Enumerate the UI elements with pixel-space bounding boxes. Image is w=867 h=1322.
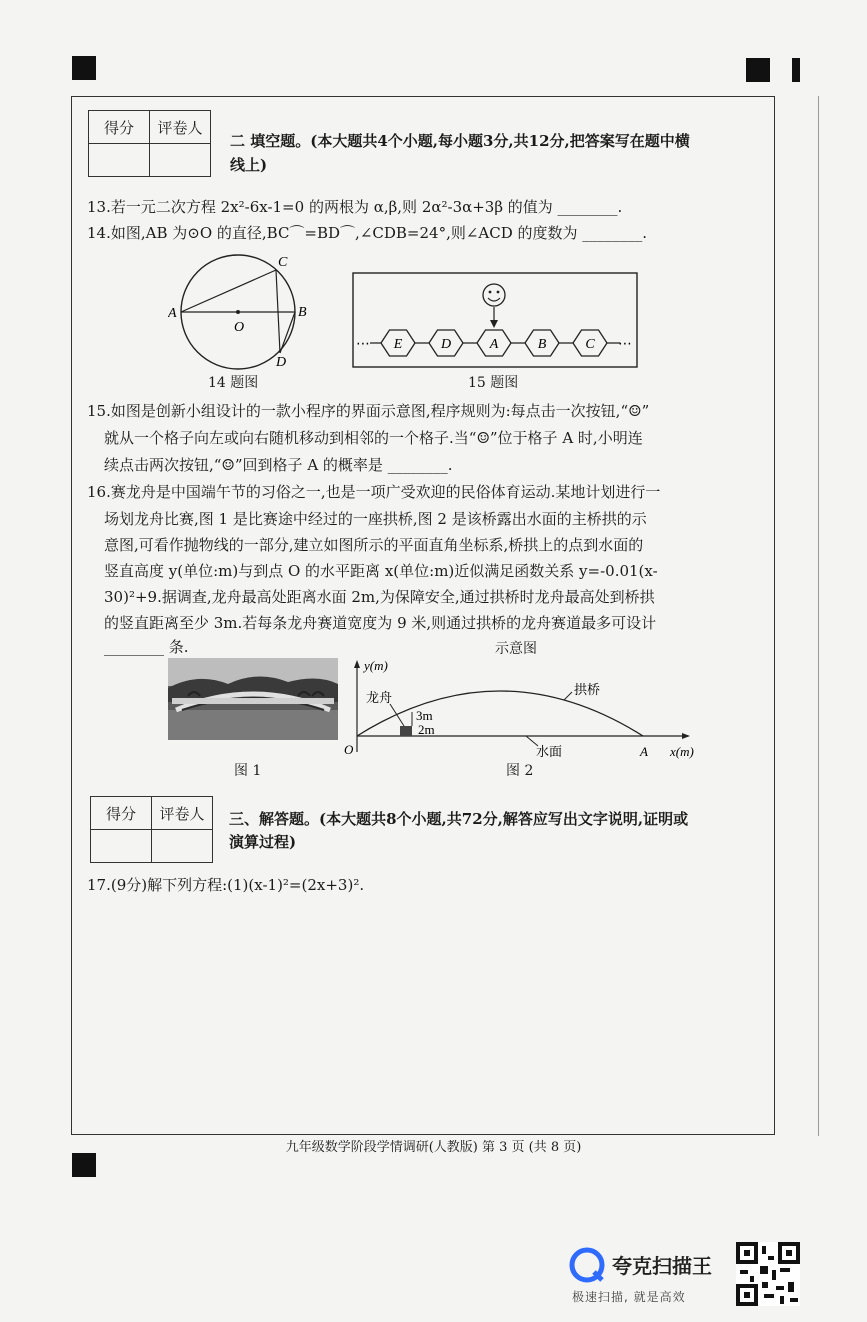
question-15-line2: 就从一个格子向左或向右随机移动到相邻的一个格子.当“☺”位于格子 A 时,小明连 <box>104 429 643 447</box>
qr-code-icon <box>736 1242 800 1306</box>
question-16-line7-visible: ________ 条. <box>104 638 189 656</box>
label-a: A <box>168 306 177 321</box>
score-table-section3 <box>90 796 213 863</box>
water-label: 水面 <box>536 745 563 760</box>
registration-mark-top-left <box>72 56 96 80</box>
x-axis-arrow-icon <box>682 733 690 739</box>
section3-title-cont: 演算过程) <box>229 833 297 851</box>
figure-14-circle <box>168 252 318 370</box>
boat-icon <box>400 726 412 736</box>
label-o: O <box>234 320 245 335</box>
ellipsis-right: ⋯ <box>618 336 632 352</box>
figure-1-caption: 图 1 <box>234 763 262 779</box>
section2-title-cont: 线上) <box>230 156 268 174</box>
page-footer: 九年级数学阶段学情调研(人教版) 第 3 页 (共 8 页) <box>285 1140 582 1155</box>
section2-title: 二 填空题。(本大题共4个小题,每小题3分,共12分,把答案写在题中横 <box>230 132 690 150</box>
question-16-line6: 的竖直距离至少 3m.若每条龙舟赛道宽度为 9 米,则通过拱桥的龙舟赛道最多可设计 <box>104 614 657 632</box>
smiley-icon <box>483 284 505 306</box>
hex-label-a: A <box>489 337 499 352</box>
question-15-line3: 续点击两次按钮,“☺”回到格子 A 的概率是 ________. <box>104 456 453 474</box>
label-c: C <box>278 255 288 270</box>
scanner-logo-icon <box>568 1246 606 1284</box>
hex-label-d: D <box>440 337 452 352</box>
gap-2m-label: 2m <box>418 722 435 737</box>
figure-2-caption: 图 2 <box>506 763 534 779</box>
arrow-head-icon <box>490 320 498 328</box>
page-edge-line <box>818 96 819 1136</box>
y-axis-label: y(m) <box>364 658 388 673</box>
question-15-line1: 15.如图是创新小组设计的一款小程序的界面示意图,程序规则为:每点击一次按钮,“☺” <box>87 402 650 420</box>
hex-label-c: C <box>585 337 595 352</box>
figure-16-title: 示意图 <box>495 641 537 657</box>
figure-14-caption: 14 题图 <box>208 375 259 391</box>
bridge-arch <box>357 691 643 736</box>
score-table-section2 <box>88 110 211 177</box>
registration-mark-edge <box>792 58 800 82</box>
chord-bd <box>280 312 295 353</box>
grader-cell[interactable] <box>150 144 211 177</box>
x-axis-label: x(m) <box>670 744 694 759</box>
y-axis-arrow-icon <box>354 660 360 668</box>
label-d: D <box>276 355 287 370</box>
registration-mark-top-right <box>746 58 770 82</box>
hex-label-b: B <box>537 337 547 352</box>
question-16-line1: 16.赛龙舟是中国端午节的习俗之一,也是一项广受欢迎的民俗体育运动.某地计划进行一 <box>87 483 661 501</box>
boat-label: 龙舟 <box>366 691 393 706</box>
label-b: B <box>298 305 307 320</box>
bridge-photo <box>168 658 338 740</box>
figure-15-program <box>352 272 640 370</box>
boat-pointer <box>390 704 404 726</box>
question-13: 13.若一元二次方程 2x²-6x-1=0 的两根为 α,β,则 2α²-3α+3β 的值为 ________. <box>87 198 623 216</box>
question-14: 14.如图,AB 为⊙O 的直径,BC⌒=BD⌒,∠CDB=24°,则∠ACD 的度数为 ________. <box>87 224 648 242</box>
question-16-line2: 场划龙舟比赛,图 1 是比赛途中经过的一座拱桥,图 2 是该桥露出水面的主桥拱的示 <box>104 510 647 528</box>
brand-name: 夸克扫描王 <box>612 1254 712 1278</box>
gap-3m-label: 3m <box>416 708 433 723</box>
question-17: 17.(9分)解下列方程:(1)(x-1)²=(2x+3)². <box>87 876 365 894</box>
score-cell[interactable] <box>89 144 150 177</box>
point-a-label: A <box>640 744 648 759</box>
question-16-line3: 意图,可看作抛物线的一部分,建立如图所示的平面直角坐标系,桥拱上的点到水面的 <box>104 536 644 554</box>
question-16-line4: 竖直高度 y(单位:m)与到点 O 的水平距离 x(单位:m)近似满足函数关系 y=-0.01(x- <box>104 562 658 580</box>
grader-header: 评卷人 <box>150 111 211 144</box>
center-point <box>236 310 240 314</box>
origin-label: O <box>344 742 354 757</box>
section3-title: 三、解答题。(本大题共8个小题,共72分,解答应写出文字说明,证明或 <box>229 810 689 828</box>
score-cell[interactable] <box>91 830 152 863</box>
brand-slogan: 极速扫描, 就是高效 <box>572 1290 686 1304</box>
bridge-pointer <box>564 692 572 700</box>
hex-label-e: E <box>393 337 403 352</box>
figure-2-parabola <box>340 656 720 766</box>
question-16-line5: 30)²+9.据调查,龙舟最高处距离水面 2m,为保障安全,通过拱桥时龙舟最高处到桥拱 <box>104 588 655 606</box>
bridge-label: 拱桥 <box>574 683 601 698</box>
score-header: 得分 <box>89 111 150 144</box>
registration-mark-bottom-left <box>72 1153 96 1177</box>
grader-header: 评卷人 <box>152 797 213 830</box>
score-header: 得分 <box>91 797 152 830</box>
chord-ac <box>181 270 276 312</box>
figure-15-caption: 15 题图 <box>468 375 519 391</box>
grader-cell[interactable] <box>152 830 213 863</box>
ellipsis-left: ⋯ <box>356 336 370 352</box>
